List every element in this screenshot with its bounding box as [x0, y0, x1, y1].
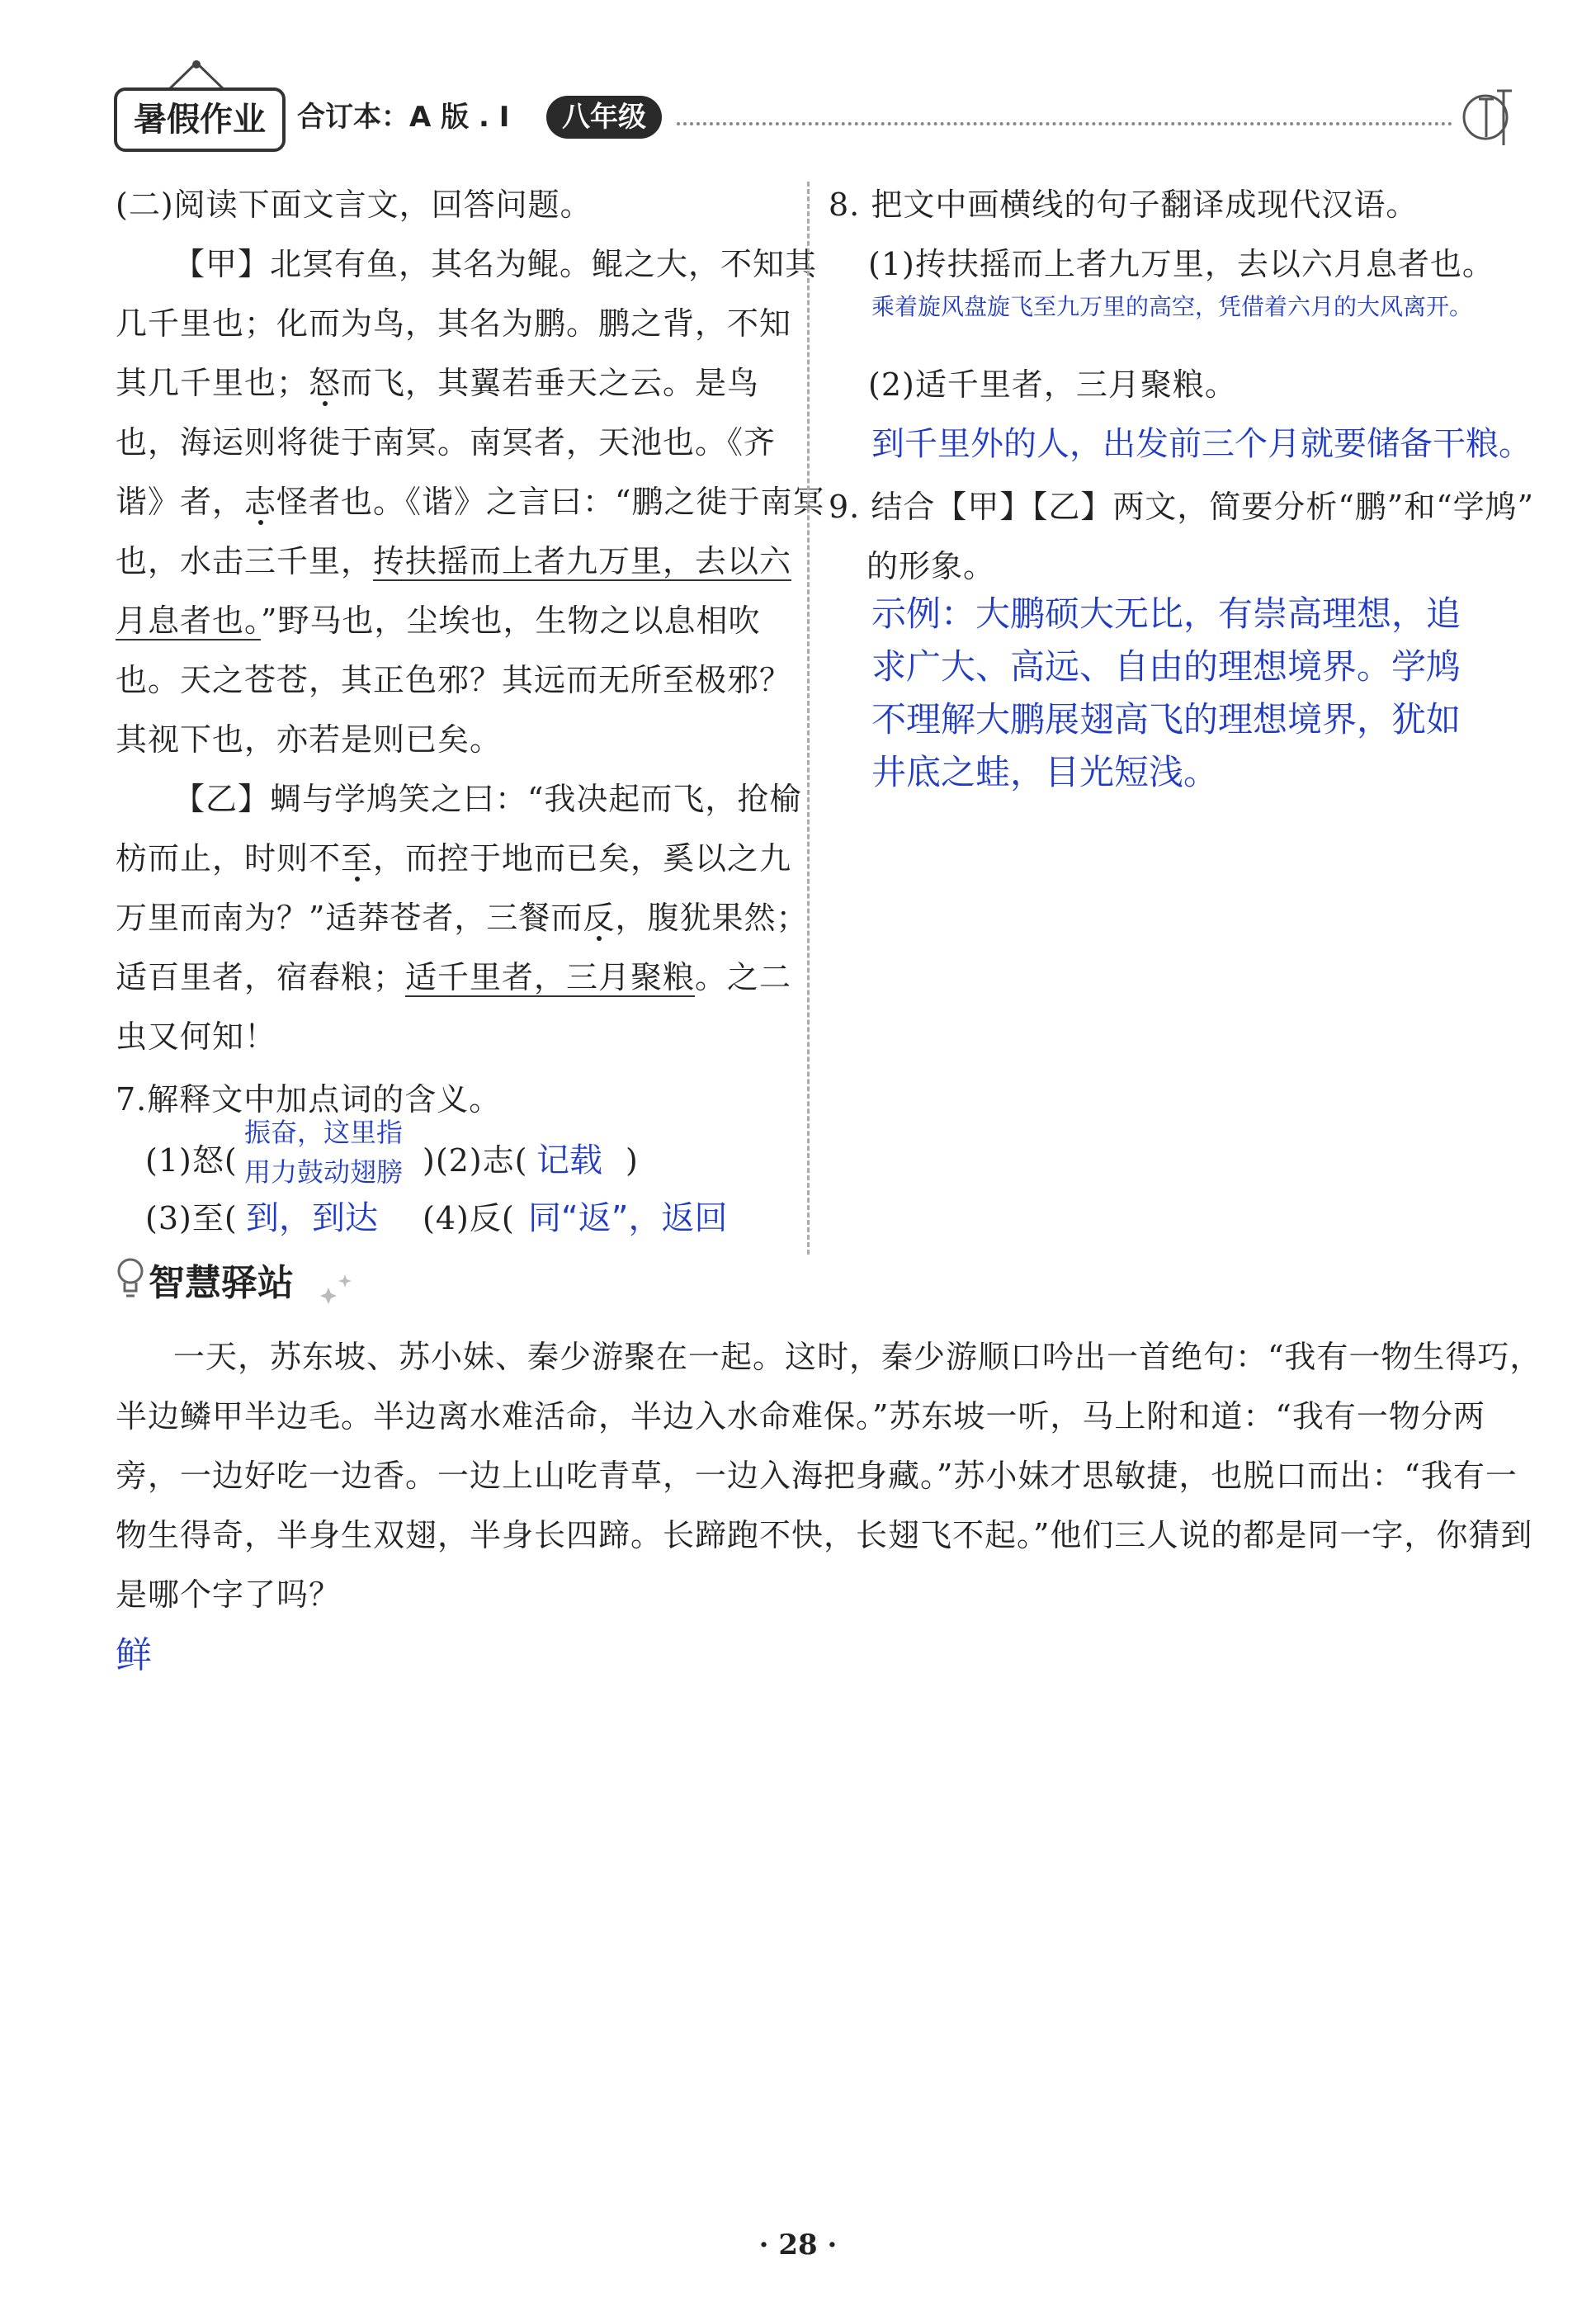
question-9-cont: 的形象。 [866, 548, 996, 584]
page-number: · 28 · [758, 2229, 838, 2262]
q7-item-2-label: )(2)志( [423, 1142, 528, 1179]
dotted-word-zhi2: 至 [341, 840, 374, 877]
q7-item-4-answer: 同“返”，返回 [528, 1199, 728, 1237]
jia-line-9: 其视下也，亦若是则已矣。 [116, 721, 503, 758]
jia-line-5: 谐》者，志怪者也。《谐》之言曰：“鹏之徙于南冥 [116, 484, 825, 520]
jia-line-4: 也，海运则将徙于南冥。南冥者，天池也。《齐 [116, 424, 777, 461]
wisdom-line-3: 旁，一边好吃一边香。一边上山吃青草，一边入海把身藏。”苏小妹才思敏捷，也脱口而出：“我有一 [116, 1458, 1518, 1494]
section-title: 智慧驿站 [149, 1262, 294, 1304]
lightbulb-icon [114, 1256, 147, 1299]
q9-answer-line-1: 示例：大鹏硕大无比，有崇高理想，追 [871, 593, 1461, 634]
dotted-word-nu: 怒 [309, 365, 342, 401]
q7-item-1-answer-a: 振奋，这里指 [244, 1117, 404, 1148]
question-7: 7.解释文中加点词的含义。 [116, 1081, 502, 1118]
jia-line-1: 【甲】北冥有鱼，其名为鲲。鲲之大，不知其 [173, 246, 818, 282]
q8-item-1: (1)抟扶摇而上者九万里，去以六月息者也。 [868, 246, 1494, 282]
passage-intro: (二)阅读下面文言文，回答问题。 [116, 187, 593, 223]
logo-text: 暑假作业 [134, 101, 266, 139]
wisdom-line-4: 物生得奇，半身生双翅，半身长四蹄。长蹄跑不快，长翅飞不起。”他们三人说的都是同一字，你猜到 [116, 1517, 1533, 1553]
wisdom-line-5: 是哪个字了吗？ [116, 1576, 342, 1613]
q7-item-3-label: (3)至( [145, 1200, 238, 1236]
jia-line-6: 也，水击三千里，抟扶摇而上者九万里，去以六 [116, 543, 792, 579]
wisdom-line-2: 半边鳞甲半边毛。半边离水难活命，半边入水命难保。”苏东坡一听，马上附和道：“我有一物分两 [116, 1398, 1485, 1435]
wisdom-line-1: 一天，苏东坡、苏小妹、秦少游聚在一起。这时，秦少游顺口吟出一首绝句：“我有一物生得巧， [173, 1339, 1542, 1375]
question-9: 9. 结合【甲】【乙】两文，简要分析“鹏”和“学鸠” [829, 489, 1535, 525]
q7-item-3-answer: 到，到达 [246, 1199, 378, 1237]
yi-line-5: 虫又何知！ [116, 1019, 277, 1055]
q8-item-2-answer: 到千里外的人，出发前三个月就要储备干粮。 [871, 425, 1532, 463]
question-8: 8. 把文中画横线的句子翻译成现代汉语。 [829, 187, 1419, 223]
yi-line-1: 【乙】蜩与学鸠笑之曰：“我决起而飞，抢榆 [173, 781, 802, 817]
q8-item-1-answer: 乘着旋风盘旋飞至九万里的高空，凭借着六月的大风离开。 [871, 293, 1473, 320]
header-divider [677, 122, 1452, 125]
q7-item-2-answer: 记载 [536, 1141, 602, 1179]
jia-line-7: 月息者也。”野马也，尘埃也，生物之以息相吹 [116, 603, 761, 639]
grade-badge: 八年级 [546, 96, 662, 139]
underlined-sentence-1a: 抟扶摇而上者九万里，去以六 [373, 543, 792, 579]
dotted-word-fan: 反 [583, 900, 616, 936]
q9-answer-line-4: 井底之蛙，目光短浅。 [871, 752, 1219, 792]
jia-line-8: 也。天之苍苍，其正色邪？其远而无所至极邪？ [116, 662, 792, 698]
column-divider [807, 182, 810, 1255]
header-subtitle: 合订本：A 版 . I [297, 101, 510, 134]
q9-answer-line-3: 不理解大鹏展翅高飞的理想境界，犹如 [871, 699, 1461, 740]
yi-line-3: 万里而南为？”适莽苍者，三餐而反，腹犹果然； [116, 900, 809, 936]
header-logo [114, 87, 286, 152]
q7-item-2-end: ) [626, 1142, 639, 1179]
wisdom-answer: 鲜 [116, 1634, 152, 1676]
corner-logo-icon [1461, 79, 1518, 154]
jia-line-2: 几千里也；化而为鸟，其名为鹏。鹏之背，不知 [116, 305, 792, 342]
jia-line-3: 其几千里也；怒而飞，其翼若垂天之云。是鸟 [116, 365, 760, 401]
q9-answer-line-2: 求广大、高远、自由的理想境界。学鸠 [871, 646, 1461, 687]
q7-item-1-answer-b: 用力鼓动翅膀 [244, 1156, 404, 1188]
dotted-word-zhi: 志 [244, 484, 277, 520]
q7-item-1-label: (1)怒( [145, 1142, 238, 1179]
yi-line-4: 适百里者，宿舂粮；适千里者，三月聚粮。之二 [116, 959, 792, 995]
underlined-sentence-2: 适千里者，三月聚粮 [405, 959, 696, 995]
q8-item-2: (2)适千里者，三月聚粮。 [868, 366, 1237, 403]
underlined-sentence-1b: 月息者也。 [116, 603, 262, 639]
yi-line-2: 枋而止，时则不至，而控于地而已矣，奚以之九 [116, 840, 792, 877]
q7-item-4-label: (4)反( [423, 1200, 515, 1236]
sparkle-icon [320, 1271, 353, 1304]
